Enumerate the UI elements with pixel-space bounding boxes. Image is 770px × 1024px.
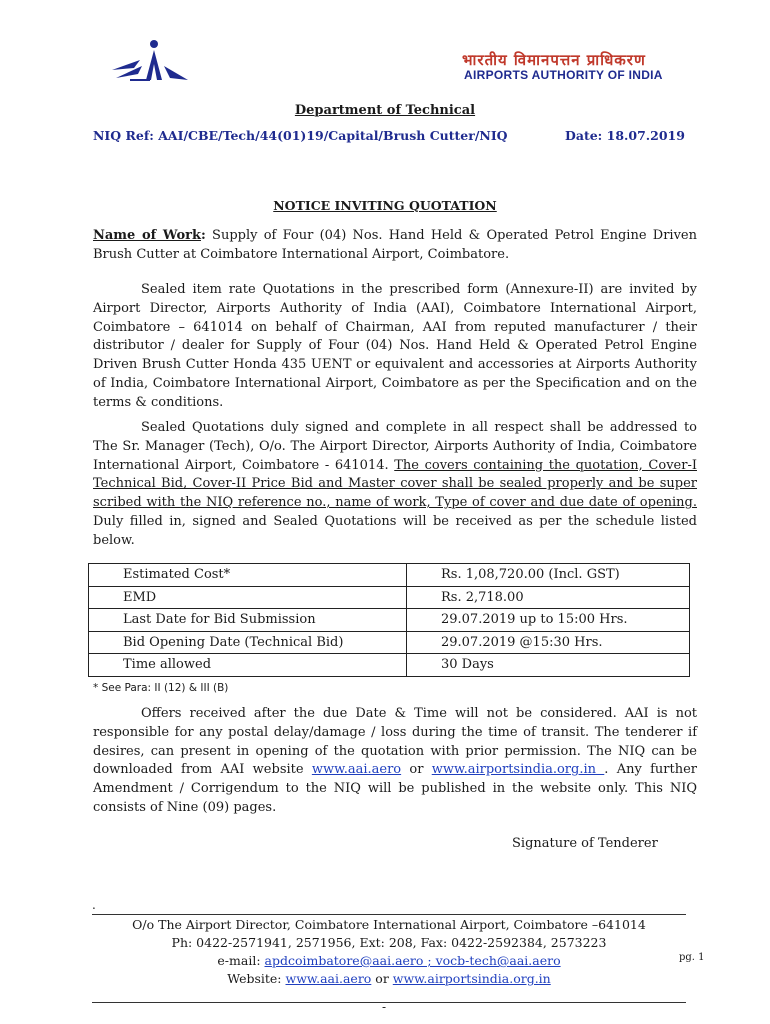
schedule-label: Bid Opening Date (Technical Bid) — [89, 631, 407, 654]
org-name-english: AIRPORTS AUTHORITY OF INDIA — [464, 68, 663, 82]
offers-paragraph — [93, 705, 697, 818]
footer-bottom-rule — [92, 1002, 686, 1003]
footer-website — [92, 970, 686, 987]
aai-website-link[interactable]: www.aai.aero — [311, 762, 402, 778]
footer-email — [92, 952, 686, 969]
footer-airportsindia-link[interactable]: www.airportsindia.org.in — [392, 971, 551, 986]
email-label: e-mail: — [217, 953, 265, 968]
submission-text-1: Sealed Quotations duly signed and complete in all respect shall be addressed to The Sr. Manager (Tech), O/o. The Airport Director, Airports Authority of India, Coimbatore International Airport, Coimbatore - 641014. — [93, 420, 697, 473]
website-label: Website: — [227, 971, 286, 986]
bottom-mark: - — [382, 1000, 387, 1014]
schedule-row — [89, 654, 690, 677]
aai-logo-icon — [110, 36, 190, 84]
offers-text-1: Offers received after the due Date & Time will not be considered. AAI is not responsible for any postal delay/damage / loss during the time of transit. The tenderer if desires, can present in opening of the quotation with prior permission. The NIQ can be downloaded from AAI website — [93, 706, 697, 778]
schedule-value: 29.07.2019 @15:30 Hrs. — [406, 631, 689, 654]
schedule-label: Last Date for Bid Submission — [89, 609, 407, 632]
notice-title: NOTICE INVITING QUOTATION — [273, 198, 497, 213]
work-label: Name of Work — [93, 228, 201, 243]
schedule-label: Time allowed — [89, 654, 407, 677]
footer-dot: . — [92, 898, 96, 912]
signature-label: Signature of Tenderer — [512, 836, 658, 851]
schedule-value: Rs. 1,08,720.00 (Incl. GST) — [406, 564, 689, 587]
footer-address: O/o The Airport Director, Coimbatore International Airport, Coimbatore –641014 — [132, 917, 646, 932]
schedule-row — [89, 609, 690, 632]
invitation-paragraph: Sealed item rate Quotations in the prescribed form (Annexure-II) are invited by Airport Director, Airports Authority of India (AAI), Coimbatore International Airport, Coimbatore – 641014 on behalf of Chairman, AAI from reputed manufacturer / their distributor / dealer for Supply of Four (04) Nos. Hand Held & Operated Petrol Engine Driven Brush Cutter Honda 435 UENT or equivalent and accessories at Airports Authority of India, Coimbatore International Airport, Coimbatore as per the Specification and on the terms & conditions. — [93, 282, 697, 410]
see-para-note: * See Para: II (12) & III (B) — [93, 682, 229, 694]
footer-phone: Ph: 0422-2571941, 2571956, Ext: 208, Fax: 0422-2592384, 2573223 — [171, 935, 607, 950]
niq-date: Date: 18.07.2019 — [565, 128, 685, 143]
schedule-value: Rs. 2,718.00 — [406, 586, 689, 609]
schedule-row — [89, 586, 690, 609]
airportsindia-link[interactable]: www.airportsindia.org.in — [431, 762, 605, 778]
or-text: or — [401, 762, 432, 778]
name-of-work — [93, 227, 697, 265]
niq-reference: NIQ Ref: AAI/CBE/Tech/44(01)19/Capital/Brush Cutter/NIQ — [93, 128, 508, 143]
footer-top-rule — [92, 914, 686, 915]
submission-paragraph — [93, 419, 697, 551]
schedule-row — [89, 631, 690, 654]
footer-aai-link[interactable]: www.aai.aero — [285, 971, 372, 986]
schedule-label: EMD — [89, 586, 407, 609]
website-or: or — [371, 971, 393, 986]
schedule-value: 29.07.2019 up to 15:00 Hrs. — [406, 609, 689, 632]
schedule-table — [88, 563, 690, 677]
work-colon: : — [200, 228, 206, 243]
cover-instructions: The covers containing the quotation, Cover-I Technical Bid, Cover-II Price Bid and Master cover shall be sealed properly and be super scribed with the NIQ reference no., name of work, Type of cover and due date of opening. — [93, 457, 697, 511]
submission-text-2: Duly filled in, signed and Sealed Quotations will be received as per the schedule listed below. — [93, 513, 697, 548]
schedule-value: 30 Days — [406, 654, 689, 677]
schedule-label: Estimated Cost* — [89, 564, 407, 587]
org-name-hindi: भारतीय विमानपत्तन प्राधिकरण — [462, 51, 646, 69]
email-links[interactable]: apdcoimbatore@aai.aero ; vocb-tech@aai.aero — [264, 953, 561, 968]
page-number: pg. 1 — [679, 952, 705, 963]
offers-text-2: . Any further Amendment / Corrigendum to the NIQ will be published in the website only. This NIQ consists of Nine (09) pages. — [93, 762, 698, 815]
work-text: Supply of Four (04) Nos. Hand Held & Operated Petrol Engine Driven Brush Cutter at Coimbatore International Airport, Coimbatore. — [93, 228, 697, 262]
schedule-row — [89, 564, 690, 587]
department-heading: Department of Technical — [294, 103, 476, 118]
